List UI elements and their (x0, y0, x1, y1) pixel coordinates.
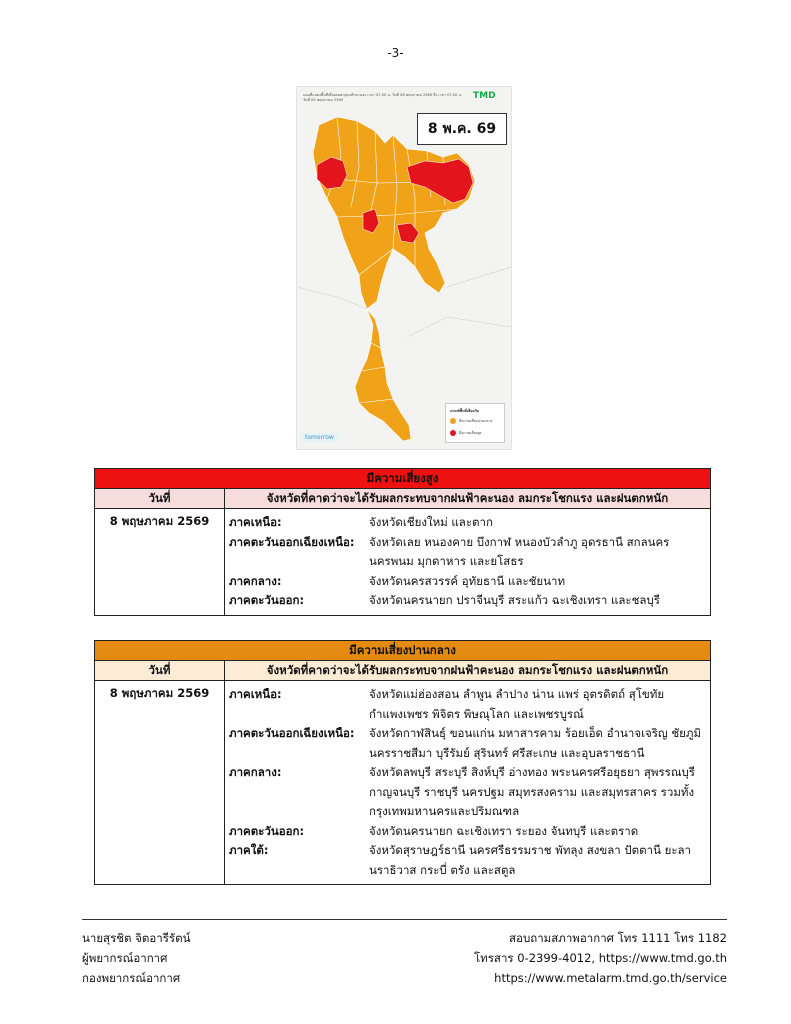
footer-signature (82, 928, 190, 988)
legend-item-moderate: มีความเสี่ยงปานกลาง (450, 418, 492, 424)
signer-title: ผู้พยากรณ์อากาศ (82, 951, 168, 965)
region-row: ภาคตะวันออก: จังหวัดนครนายก ฉะเชิงเทรา ระยอง จันทบุรี และตราด (229, 823, 639, 838)
tomorrow-watermark: tomorrow (301, 433, 338, 442)
high-risk-col-date: วันที่ (95, 489, 225, 509)
moderate-risk-title: มีความเสี่ยงปานกลาง (95, 641, 711, 661)
map-legend (445, 403, 505, 443)
region-row: ภาคเหนือ: จังหวัดเชียงใหม่ และตาก (229, 515, 493, 529)
high-risk-title: มีความเสี่ยงสูง (95, 469, 711, 489)
moderate-risk-col-provinces: จังหวัดที่คาดว่าจะได้รับผลกระทบจากฝนฟ้าคะนอง ลมกระโชกแรง และฝนตกหนัก (225, 661, 711, 681)
moderate-risk-date: 8 พฤษภาคม 2569 (95, 681, 225, 885)
tmd-logo: TMD (473, 91, 496, 101)
moderate-risk-regions (225, 681, 711, 885)
region-row: ภาคกลาง: จังหวัดนครสวรรค์ อุทัยธานี และชัยนาท (229, 573, 566, 588)
region-row: ภาคใต้: จังหวัดสุราษฎร์ธานี นครศรีธรรมราช พัทลุง สงขลา ปัตตานี ยะลา นราธิวาส กระบี่ ตรัง และสตูล (229, 843, 692, 877)
signer-name: นายสุรชิต จิตอารีรัตน์ (82, 931, 191, 945)
high-risk-col-provinces: จังหวัดที่คาดว่าจะได้รับผลกระทบจากฝนฟ้าคะนอง ลมกระโชกแรง และฝนตกหนัก (225, 489, 711, 509)
region-row: ภาคกลาง: จังหวัดลพบุรี สระบุรี สิงห์บุรี อ่างทอง พระนครศรีอยุธยา สุพรรณบุรี กาญจนบุรี ราชบุรี นครปฐม สมุทรสงคราม และสมุทรสาคร รวมทั้งกรุงเทพมหานครและปริมณฑล (229, 765, 695, 818)
high-risk-date: 8 พฤษภาคม 2569 (95, 509, 225, 616)
contact-phone: สอบถามสภาพอากาศ โทร 1111 โทร 1182 (509, 931, 727, 945)
footer-contact (474, 928, 727, 988)
high-risk-regions (225, 509, 711, 616)
region-row: ภาคตะวันออกเฉียงเหนือ: จังหวัดเลย หนองคาย บึงกาฬ หนองบัวลำภู อุดรธานี สกลนคร นครพนม มุกดาหาร และยโสธร (229, 534, 670, 568)
contact-url-link[interactable]: https://www.metalarm.tmd.go.th/service (494, 971, 727, 985)
orange-dot-icon (450, 418, 456, 424)
map-date-label: 8 พ.ค. 69 (417, 113, 507, 145)
region-row: ภาคเหนือ: จังหวัดแม่ฮ่องสอน ลำพูน ลำปาง น่าน แพร่ อุตรดิตถ์ สุโขทัย กำแพงเพชร พิจิตร พิษณุโลก และเพชรบูรณ์ (229, 687, 665, 721)
moderate-risk-table (94, 640, 711, 885)
red-dot-icon (450, 430, 456, 436)
footer-divider (82, 919, 727, 920)
legend-item-high: มีความเสี่ยงสูง (450, 430, 481, 436)
moderate-risk-col-date: วันที่ (95, 661, 225, 681)
region-row: ภาคตะวันออก: จังหวัดนครนายก ปราจีนบุรี สระแก้ว ฉะเชิงเทรา และชลบุรี (229, 593, 660, 607)
department: กองพยากรณ์อากาศ (82, 971, 181, 985)
risk-map (296, 86, 512, 450)
map-header-text: แผนที่แสดงพื้นที่เสี่ยงต่อพายุฝนฟ้าคะนอง เวลา 07.00 น. วันที่ 08 พฤษภาคม 2569 ถึง เวลา 07.00 น. วันที่ 09 พฤษภาคม 2569 (303, 93, 462, 102)
high-risk-table (94, 468, 711, 616)
contact-fax[interactable]: โทรสาร 0-2399-4012, https://www.tmd.go.th (474, 951, 727, 965)
page-number: -3- (387, 46, 404, 60)
legend-title: เกณฑ์พื้นที่เสี่ยงภัย (450, 409, 479, 413)
region-row: ภาคตะวันออกเฉียงเหนือ: จังหวัดกาฬสินธุ์ ขอนแก่น มหาสารคาม ร้อยเอ็ด อำนาจเจริญ ชัยภูมิ นครราชสีมา บุรีรัมย์ สุรินทร์ ศรีสะเกษ และอุบลราชธานี (229, 726, 702, 760)
